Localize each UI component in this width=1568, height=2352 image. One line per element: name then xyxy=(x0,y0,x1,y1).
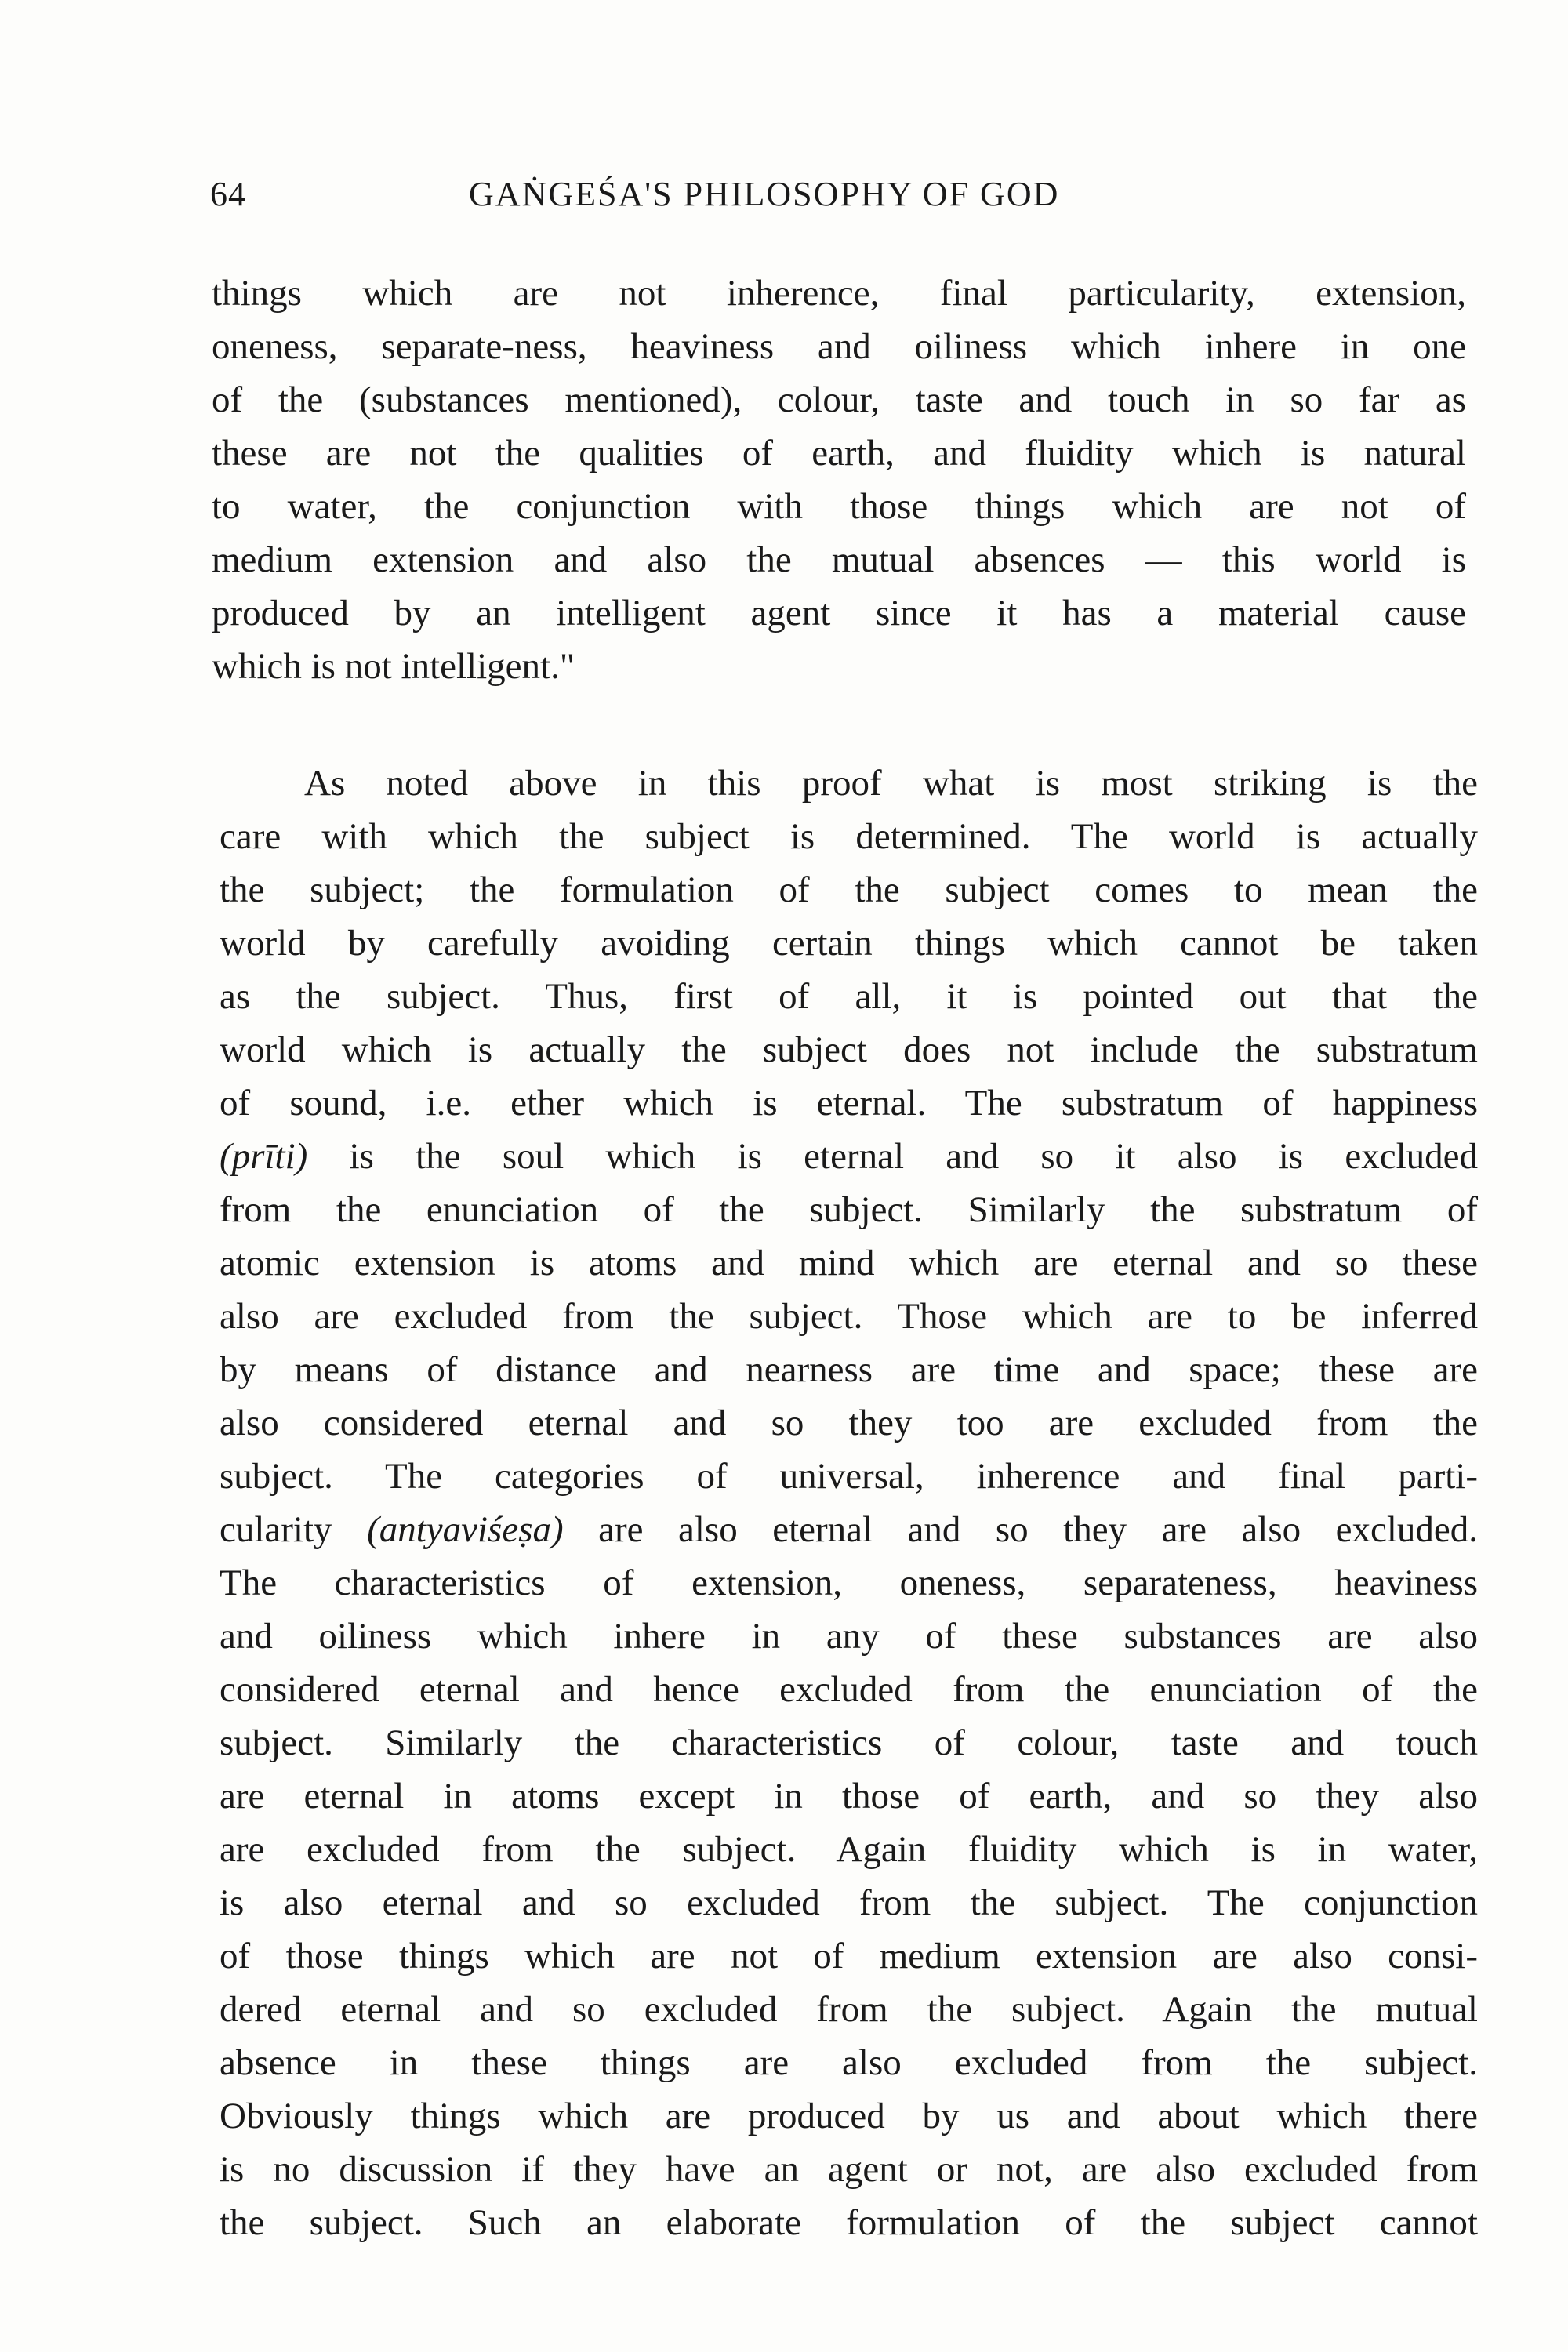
page-number: 64 xyxy=(210,175,246,213)
text-line: is no discussion if they have an agent or not, are also excluded from xyxy=(220,2149,1478,2190)
text-line: subject. The categories of universal, inherence and final parti- xyxy=(220,1456,1478,1497)
italic-term-antyavisesa: (antyaviśeṣa) xyxy=(367,1509,564,1550)
text-line: medium extension and also the mutual absences — this world is xyxy=(212,539,1466,580)
text-line: The characteristics of extension, oneness, separateness, heaviness xyxy=(220,1563,1478,1603)
text-line: is also eternal and so excluded from the subject. The conjunction xyxy=(220,1882,1478,1923)
paragraph-2 xyxy=(220,757,1478,2249)
text-line: of sound, i.e. ether which is eternal. The substratum of happiness xyxy=(220,1083,1478,1123)
paragraph-1 xyxy=(212,267,1466,693)
text-line-rest: is the soul which is eternal and so it also is excluded xyxy=(349,1136,1478,1177)
text-line: are excluded from the subject. Again fluidity which is in water, xyxy=(220,1829,1478,1870)
running-title: GAṄGEŚA'S PHILOSOPHY OF GOD xyxy=(469,175,1060,213)
text-line: also considered eternal and so they too are excluded from the xyxy=(220,1403,1478,1443)
text-line: Obviously things which are produced by us and about which there xyxy=(220,2096,1478,2136)
text-line: of the (substances mentioned), colour, taste and touch in so far as xyxy=(212,379,1466,420)
italic-term-priti: (prīti) xyxy=(220,1136,308,1177)
text-line: produced by an intelligent agent since it has a material cause xyxy=(212,593,1466,633)
text-line: which is not intelligent." xyxy=(212,646,575,687)
text-line-with-italic xyxy=(220,1503,1478,1556)
text-line: by means of distance and nearness are time and space; these are xyxy=(220,1349,1478,1390)
text-line: these are not the qualities of earth, and fluidity which is natural xyxy=(212,433,1466,474)
text-line: oneness, separate-ness, heaviness and oiliness which inhere in one xyxy=(212,326,1466,367)
text-line: and oiliness which inhere in any of these substances are also xyxy=(220,1616,1478,1657)
text-line: from the enunciation of the subject. Similarly the substratum of xyxy=(220,1189,1478,1230)
text-line: world by carefully avoiding certain things which cannot be taken xyxy=(220,923,1478,964)
text-line: things which are not inherence, final particularity, extension, xyxy=(212,273,1466,314)
text-line: atomic extension is atoms and mind which are eternal and so these xyxy=(220,1243,1478,1283)
text-line: also are excluded from the subject. Those which are to be inferred xyxy=(220,1296,1478,1337)
text-line: world which is actually the subject does not include the substratum xyxy=(220,1029,1478,1070)
text-line: to water, the conjunction with those things which are not of xyxy=(212,486,1466,527)
text-line: are eternal in atoms except in those of earth, and so they also xyxy=(220,1776,1478,1817)
text-line: care with which the subject is determined. The world is actually xyxy=(220,816,1478,857)
text-line: the subject. Such an elaborate formulation of the subject cannot xyxy=(220,2202,1478,2243)
text-line: considered eternal and hence excluded from the enunciation of the xyxy=(220,1669,1478,1710)
text-line: of those things which are not of medium extension are also consi- xyxy=(220,1936,1478,1976)
text-line: the subject; the formulation of the subject comes to mean the xyxy=(220,869,1478,910)
text-line: absence in these things are also excluded from the subject. xyxy=(220,2042,1478,2083)
text-line: dered eternal and so excluded from the subject. Again the mutual xyxy=(220,1989,1478,2030)
text-line: As noted above in this proof what is most striking is the xyxy=(304,763,1478,804)
text-line-with-italic xyxy=(220,1130,1478,1183)
text-line-rest: are also eternal and so they are also excluded. xyxy=(598,1509,1479,1550)
text-line: as the subject. Thus, first of all, it is pointed out that the xyxy=(220,976,1478,1017)
text-line: subject. Similarly the characteristics of colour, taste and touch xyxy=(220,1722,1478,1763)
text-line-start: cularity xyxy=(220,1509,332,1550)
running-head xyxy=(210,174,1465,229)
